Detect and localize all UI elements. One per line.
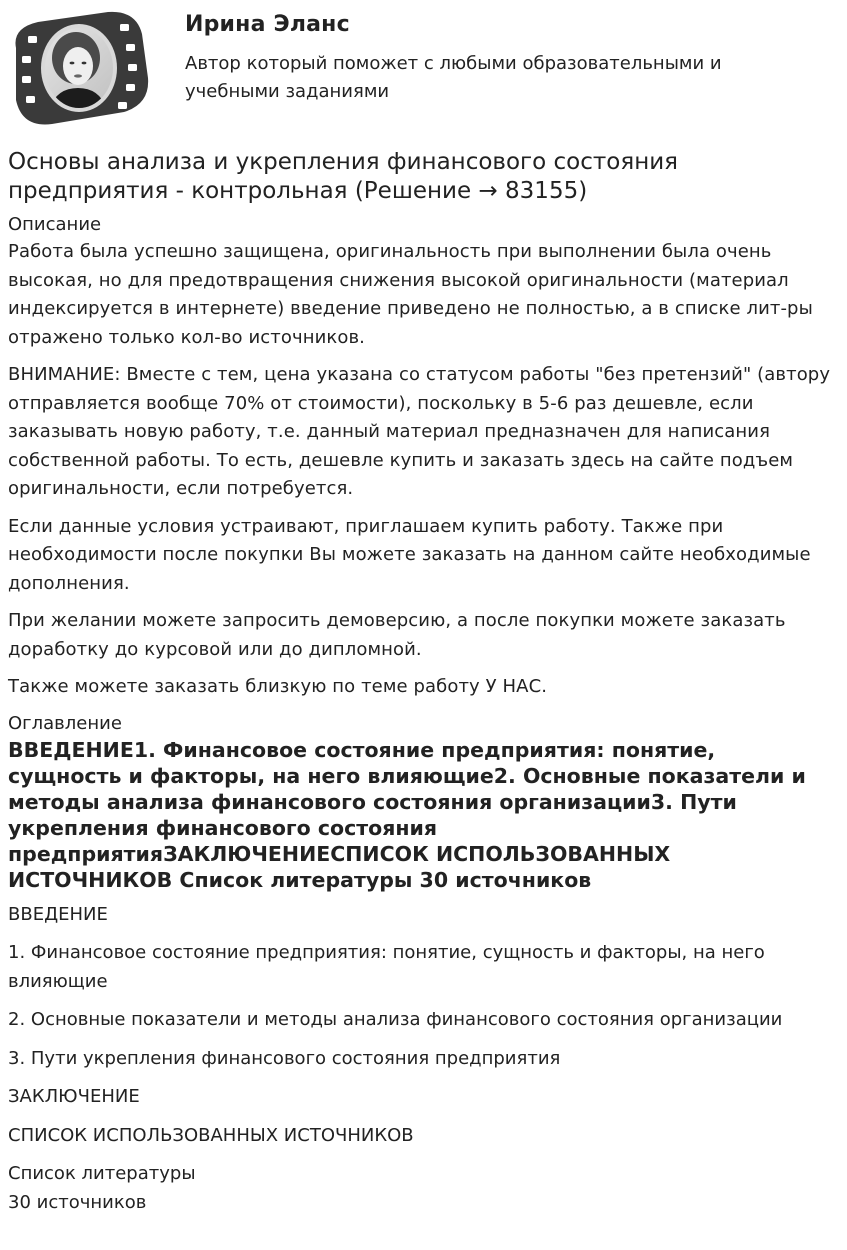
literature-count: 30 источников: [8, 1191, 147, 1213]
toc-item: ВВЕДЕНИЕ: [8, 903, 108, 925]
toc-list: [8, 901, 833, 1151]
literature-block: [8, 1160, 833, 1217]
description-paragraph: Также можете заказать близкую по теме работу У НАС.: [8, 676, 548, 697]
toc-item: ЗАКЛЮЧЕНИЕ: [8, 1086, 140, 1107]
toc-item: 3. Пути укрепления финансового состояния предприятия: [8, 1047, 561, 1069]
toc-item: 2. Основные показатели и методы анализа финансового состояния организации: [8, 1009, 783, 1030]
toc-item: 1. Финансовое состояние предприятия: понятие, сущность и факторы, на него влияющие: [8, 942, 765, 992]
description-paragraph: Работа была успешно защищена, оригинальность при выполнении была очень высокая, но для предотвращения снижения высокой оригинальности (материал индексируется в интернете) введение приведено не полностью, а в списке лит-ры отражено только кол-во источников.: [8, 241, 813, 348]
description-paragraph: Если данные условия устраивают, приглашаем купить работу. Также при необходимости после покупки Вы можете заказать на данном сайте необходимые дополнения.: [8, 515, 811, 594]
page-title: Основы анализа и укрепления финансового состояния предприятия - контрольная (Решение → 83155): [8, 149, 679, 204]
toc-item: СПИСОК ИСПОЛЬЗОВАННЫХ ИСТОЧНИКОВ: [8, 1124, 414, 1146]
toc-label: Оглавление: [8, 712, 122, 734]
film-frame-avatar-icon: [8, 8, 150, 126]
author-description: Автор который поможет с любыми образовательными и учебными заданиями: [185, 53, 722, 102]
author-avatar: [8, 8, 150, 126]
description-body: [8, 238, 833, 702]
author-name: Ирина Эланс: [185, 12, 350, 37]
literature-label: Список литературы: [8, 1163, 196, 1184]
description-paragraph: ВНИМАНИЕ: Вместе с тем, цена указана со статусом работы "без претензий" (автору отправляется вообще 70% от стоимости), поскольку в 5-6 раз дешевле, если заказывать новую работу, т.е. данный материал предназначен для написания собственной работы. То есть, дешевле купить и заказать здесь на сайте подъем оригинальности, если потребуется.: [8, 364, 831, 499]
toc-summary: ВВЕДЕНИЕ1. Финансовое состояние предприятия: понятие, сущность и факторы, на него влияющие2. Основные показатели и методы анализа финансового состояния организации3. Пути укрепления финансового состояния предприятияЗАКЛЮЧЕНИЕСПИСОК ИСПОЛЬЗОВАННЫХ ИСТОЧНИКОВ Список литературы 30 источников: [8, 737, 806, 892]
author-header: [0, 0, 847, 140]
description-paragraph: При желании можете запросить демоверсию, а после покупки можете заказать доработку до курсовой или до дипломной.: [8, 610, 786, 660]
main-content: [8, 148, 833, 1217]
description-label: Описание: [8, 214, 102, 235]
